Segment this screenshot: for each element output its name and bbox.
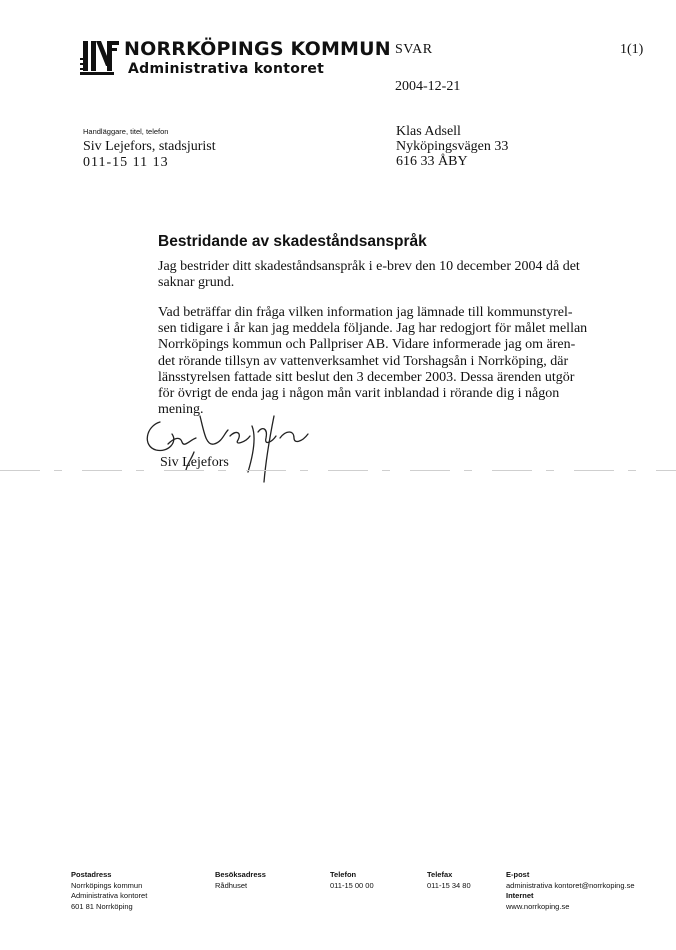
handler-name-title: Siv Lejefors, stadsjurist: [83, 139, 216, 154]
scan-artifact-line: [0, 470, 676, 471]
paragraph-line: saknar grund.: [158, 275, 235, 291]
handler-phone: 011-15 11 13: [83, 155, 169, 170]
paragraph-line: det rörande tillsyn av vattenverksamhet vid Torshagsån i Norrköping, där: [158, 353, 569, 369]
footer-line: Norrköpings kommun: [71, 880, 143, 890]
footer-phone: [330, 870, 374, 891]
footer-line: Administrativa kontoret: [71, 891, 148, 900]
paragraph-line: för övrigt de enda jag i någon mån varit inblandad i rörande dig i någon: [158, 386, 560, 402]
document-date: 2004-12-21: [395, 79, 461, 94]
signer-name: Siv Lejefors: [160, 455, 229, 470]
org-department: Administrativa kontoret: [128, 61, 325, 77]
footer-heading: Telefon: [330, 870, 357, 879]
footer-website: www.norrkoping.se: [506, 901, 570, 911]
footer-heading: Telefax: [427, 870, 453, 879]
recipient-line: Klas Adsell: [396, 124, 461, 139]
paragraph-line: sen tidigare i år kan jag meddela följande. Jag har redogjort för målet mellan: [158, 321, 588, 337]
footer-line: 601 81 Norrköping: [71, 901, 133, 911]
footer-email-address: administrativa kontoret@norrkoping.se: [506, 880, 635, 890]
letter-subject: Bestridande av skadeståndsanspråk: [158, 233, 427, 250]
paragraph-line: mening.: [158, 402, 204, 418]
handler-label: Handläggare, titel, telefon: [83, 127, 169, 136]
footer-line: 011-15 00 00: [330, 880, 374, 890]
footer-heading: E-post: [506, 870, 530, 879]
footer-line: Rådhuset: [215, 880, 248, 890]
paragraph-line: Jag bestrider ditt skadeståndsanspråk i e-brev den 10 december 2004 då det: [158, 259, 580, 274]
footer-heading: Postadress: [71, 870, 112, 879]
recipient-line: 616 33 ÅBY: [396, 154, 468, 169]
recipient-address: [396, 124, 508, 169]
org-name: NORRKÖPINGS KOMMUN: [124, 38, 391, 60]
paragraph-line: länsstyrelsen fattade sitt beslut den 3 december 2003. Dessa ärenden utgör: [158, 369, 575, 385]
municipality-logo-mark: [80, 38, 120, 76]
footer-fax: [427, 870, 471, 891]
paragraph-line: Vad beträffar din fråga vilken information jag lämnade till kommunstyrel-: [158, 305, 573, 320]
document-type: SVAR: [395, 42, 433, 57]
footer-heading: Internet: [506, 891, 534, 900]
footer-postal-address: [71, 870, 147, 912]
paragraph-1: [158, 259, 580, 291]
footer-visit-address: [215, 870, 266, 891]
footer-line: 011-15 34 80: [427, 880, 471, 890]
paragraph-line: Norrköpings kommun och Pallpriser AB. Vidare informerade jag om ären-: [158, 337, 576, 353]
recipient-line: Nyköpingsvägen 33: [396, 139, 509, 154]
page-number: 1(1): [620, 42, 644, 57]
footer-email-internet: [506, 870, 635, 912]
paragraph-2: [158, 305, 587, 418]
footer-heading: Besöksadress: [215, 870, 266, 879]
handwritten-signature: [138, 412, 318, 484]
